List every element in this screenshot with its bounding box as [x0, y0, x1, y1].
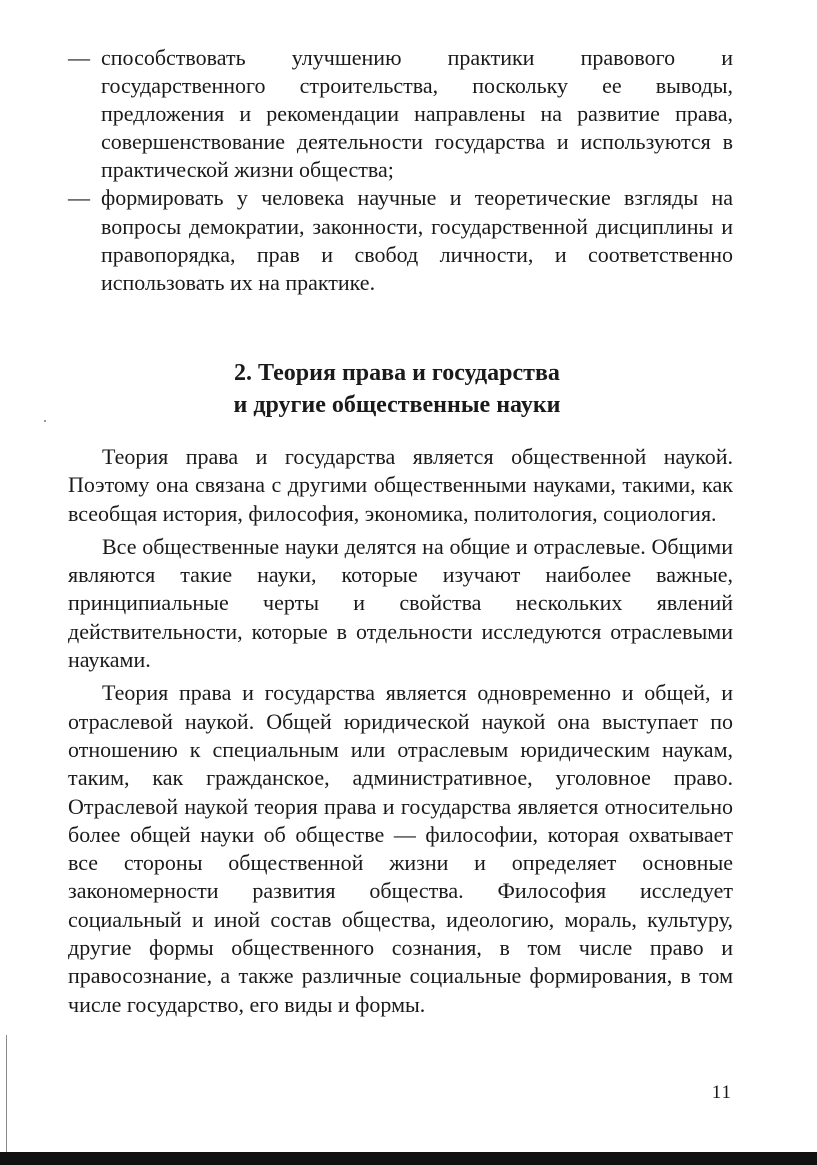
bullet-text: способствовать улучшению практики правового и государственного строительства, поскольку ее выводы, предложения и рекомендации направлены на развитие права, совершенствование деятельности государства и используются в практической жизни общества;: [101, 45, 733, 183]
section-title-line-2: и другие общественные науки: [233, 392, 561, 418]
bullet-list: [68, 44, 733, 297]
body-text: [68, 443, 733, 1024]
paragraph: Теория права и государства является одновременно и общей, и отраслевой наукой. Общей юридической наукой она выступает по отношению к специальным или отраслевым юридическим наукам, таким, как гражданское, административное, уголовное право. Отраслевой наукой теория права и государства является относительно более общей науки об обществе — философии, которая охватывает все стороны общественной жизни и определяет основные закономерности развития общества. Философия исследует социальный и иной состав общества, идеологию, мораль, культуру, другие формы общественного сознания, в том числе право и правосознание, а также различные социальные формирования, в том числе государство, его виды и формы.: [68, 680, 733, 1017]
section-heading: [80, 357, 714, 421]
paragraph: Теория права и государства является общественной наукой. Поэтому она связана с другими общественными науками, такими, как всеобщая история, философия, экономика, политология, социология.: [68, 444, 733, 526]
page-number: 11: [711, 1082, 732, 1103]
bullet-item: [68, 44, 733, 184]
section-title-line-1: 2. Теория права и государства: [234, 360, 560, 386]
scan-edge-line: [6, 1035, 7, 1155]
bullet-item: [68, 184, 733, 296]
scan-bottom-edge: [0, 1152, 817, 1165]
bullet-text: формировать у человека научные и теоретические взгляды на вопросы демократии, законности, государственной дисциплины и правопорядка, прав и свобод личности, и соответственно использовать их на практике.: [101, 185, 733, 295]
paragraph: Все общественные науки делятся на общие и отраслевые. Общими являются такие науки, которые изучают наиболее важные, принципиальные черты и свойства нескольких явлений действительности, которые в отдельности исследуются отраслевыми науками.: [68, 533, 733, 673]
scan-speck: [44, 420, 46, 422]
bullet-dash: —: [68, 45, 90, 70]
bullet-dash: —: [68, 185, 90, 211]
